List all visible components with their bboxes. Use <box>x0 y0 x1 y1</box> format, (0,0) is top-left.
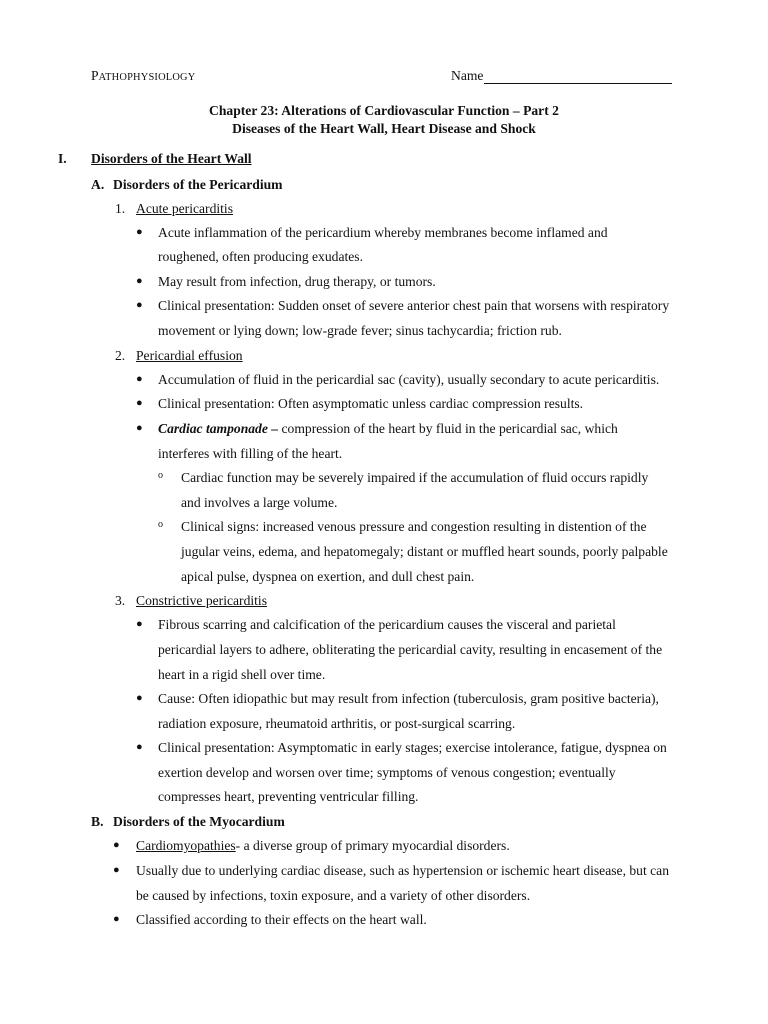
bullet-text: pericardial layers to adhere, obliterating the pericardial cavity, resulting in encasement of the <box>158 642 663 657</box>
bullet-text: Cardiac tamponade – compression of the heart by fluid in the pericardial sac, which <box>158 421 618 436</box>
bullet-icon: ● <box>136 226 143 238</box>
bullet-icon: ● <box>136 618 143 630</box>
item-title: Constrictive pericarditis <box>136 593 267 608</box>
name-label: Name <box>451 68 484 83</box>
bullet-icon: ● <box>136 397 143 409</box>
subsection-letter: B. <box>91 814 104 829</box>
bullet-icon: ● <box>113 839 120 851</box>
bullet-text: Clinical presentation: Often asymptomatic unless cardiac compression results. <box>158 396 584 411</box>
bullet-text: compresses heart, preventing ventricular filling. <box>158 789 419 804</box>
bullet-text: Fibrous scarring and calcification of the pericardium causes the visceral and parietal <box>158 617 616 632</box>
chapter-titles <box>0 102 768 138</box>
bullet-text: radiation exposure, rheumatoid arthritis, or post-surgical scarring. <box>158 716 516 731</box>
item-number: 2. <box>115 348 126 363</box>
chapter-title: Chapter 23: Alterations of Cardiovascular Function – Part 2 <box>209 103 559 118</box>
bullet-text: interferes with filling of the heart. <box>158 446 343 461</box>
item-title: Pericardial effusion <box>136 348 243 363</box>
bullet-icon: ● <box>136 422 143 434</box>
sub-bullet-text: jugular veins, edema, and hepatomegaly; distant or muffled heart sounds, poorly palpable <box>181 544 668 559</box>
bullet-icon: ● <box>136 741 143 753</box>
bullet-text: roughened, often producing exudates. <box>158 249 363 264</box>
term-cardiomyopathies: Cardiomyopathies <box>136 838 236 853</box>
bullet-text: Clinical presentation: Asymptomatic in early stages; exercise intolerance, fatigue, dyspnea on <box>158 740 667 755</box>
bullet-text: Acute inflammation of the pericardium whereby membranes become inflamed and <box>158 225 608 240</box>
bullet-text: Accumulation of fluid in the pericardial sac (cavity), usually secondary to acute pericarditis. <box>158 372 660 387</box>
name-blank-line[interactable] <box>484 69 672 84</box>
bullet-text: Usually due to underlying cardiac disease, such as hypertension or ischemic heart disease, but can <box>136 863 670 878</box>
open-bullet-icon: o <box>158 470 163 481</box>
bullet-icon: ● <box>136 275 143 287</box>
bullet-text: Cardiomyopathies- a diverse group of primary myocardial disorders. <box>136 838 510 853</box>
bullet-icon: ● <box>136 692 143 704</box>
bullet-text: exertion develop and worsen over time; symptoms of venous congestion; eventually <box>158 765 616 780</box>
bullet-text: movement or lying down; low-grade fever; sinus tachycardia; friction rub. <box>158 323 562 338</box>
sub-bullet-text: Clinical signs: increased venous pressure and congestion resulting in distention of the <box>181 519 647 534</box>
item-number: 1. <box>115 201 126 216</box>
bullet-text: Cause: Often idiopathic but may result from infection (tuberculosis, gram positive bacteria), <box>158 691 659 706</box>
section-heading: Disorders of the Heart Wall <box>91 151 252 166</box>
bullet-icon: ● <box>113 864 120 876</box>
bullet-icon: ● <box>136 373 143 385</box>
bullet-text: be caused by infections, toxin exposure, and a variety of other disorders. <box>136 888 531 903</box>
section-numeral: I. <box>58 151 67 166</box>
subsection-letter: A. <box>91 177 105 192</box>
bullet-text: May result from infection, drug therapy, or tumors. <box>158 274 436 289</box>
sub-bullet-text: and involves a large volume. <box>181 495 338 510</box>
page-header <box>91 68 681 88</box>
term-cardiac-tamponade: Cardiac tamponade – <box>158 421 279 436</box>
sub-bullet-text: Cardiac function may be severely impaired if the accumulation of fluid occurs rapidly <box>181 470 649 485</box>
bullet-icon: ● <box>136 299 143 311</box>
name-field[interactable] <box>451 68 672 84</box>
sub-bullet-text: apical pulse, dyspnea on exertion, and dull chest pain. <box>181 569 475 584</box>
bullet-icon: ● <box>113 913 120 925</box>
subsection-heading: Disorders of the Myocardium <box>113 814 285 829</box>
open-bullet-icon: o <box>158 519 163 530</box>
bullet-text: Clinical presentation: Sudden onset of severe anterior chest pain that worsens with respiratory <box>158 298 670 313</box>
course-title: PATHOPHYSIOLOGY <box>91 68 196 83</box>
bullet-text: heart in a rigid shell over time. <box>158 667 326 682</box>
bullet-text: Classified according to their effects on the heart wall. <box>136 912 427 927</box>
chapter-subtitle: Diseases of the Heart Wall, Heart Disease and Shock <box>232 121 536 136</box>
subsection-heading: Disorders of the Pericardium <box>113 177 283 192</box>
item-title: Acute pericarditis <box>136 201 234 216</box>
item-number: 3. <box>115 593 126 608</box>
